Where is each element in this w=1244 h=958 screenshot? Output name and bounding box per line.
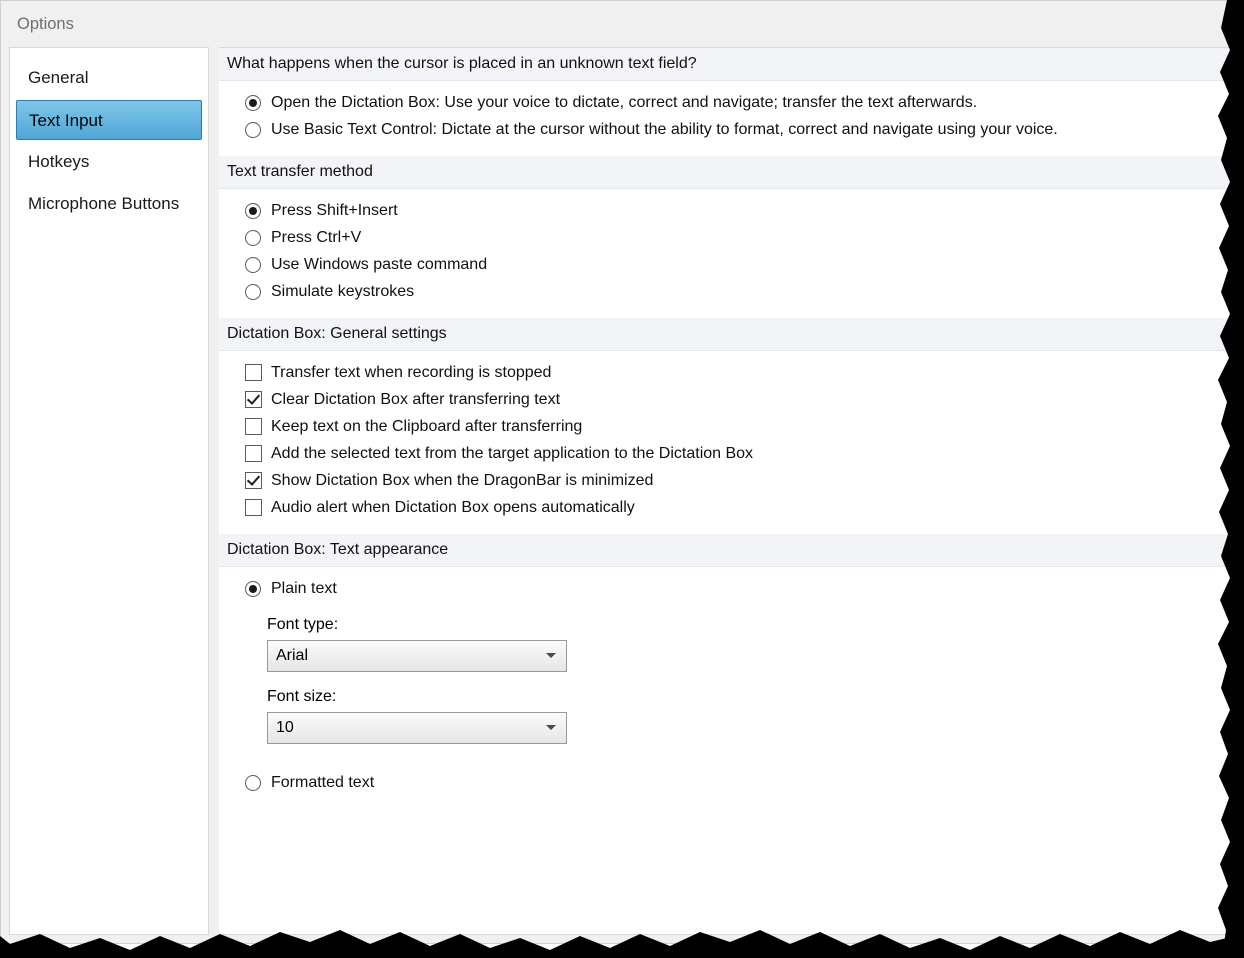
group-general-settings bbox=[219, 351, 1230, 534]
checkbox-icon[interactable] bbox=[245, 418, 262, 435]
window-titlebar bbox=[1, 1, 1231, 47]
radio-icon[interactable] bbox=[245, 284, 261, 300]
option-label: Use Basic Text Control: Dictate at the cursor without the ability to format, correct and navigate using your voice. bbox=[271, 121, 1058, 138]
option-label: Press Shift+Insert bbox=[271, 202, 398, 219]
chevron-down-icon[interactable] bbox=[546, 725, 556, 730]
checkbox-add-selected-text[interactable] bbox=[245, 443, 1230, 465]
option-label: Add the selected text from the target application to the Dictation Box bbox=[271, 445, 754, 462]
checkbox-show-dictation-box-when-minimized[interactable] bbox=[245, 470, 1230, 492]
torn-edge-right bbox=[1214, 0, 1244, 958]
section-header-transfer-method: Text transfer method bbox=[219, 156, 1230, 189]
checkbox-transfer-text-when-recording-stopped[interactable] bbox=[245, 362, 1230, 384]
checkbox-keep-text-on-clipboard[interactable] bbox=[245, 416, 1230, 438]
window-title: Options bbox=[17, 14, 74, 33]
checkbox-audio-alert[interactable] bbox=[245, 497, 1230, 519]
window-body bbox=[1, 47, 1231, 935]
group-text-appearance bbox=[219, 567, 1230, 809]
radio-icon[interactable] bbox=[245, 230, 261, 246]
sidebar-item-microphone-buttons[interactable]: Microphone Buttons bbox=[28, 194, 180, 213]
radio-open-dictation-box[interactable] bbox=[245, 92, 1230, 114]
sidebar bbox=[9, 47, 209, 935]
radio-formatted-text[interactable] bbox=[245, 772, 1230, 794]
font-size-label: Font size: bbox=[267, 688, 337, 705]
sidebar-item-text-input[interactable]: Text Input bbox=[16, 100, 202, 140]
section-header-text-appearance: Dictation Box: Text appearance bbox=[219, 534, 1230, 567]
chevron-down-icon[interactable] bbox=[546, 653, 556, 658]
option-label: Audio alert when Dictation Box opens automatically bbox=[271, 499, 635, 516]
option-label: Transfer text when recording is stopped bbox=[271, 364, 552, 381]
settings-panel bbox=[219, 47, 1231, 935]
font-type-label: Font type: bbox=[267, 616, 339, 633]
option-label: Press Ctrl+V bbox=[271, 229, 362, 246]
checkbox-clear-dictation-box-after-transfer[interactable] bbox=[245, 389, 1230, 411]
option-label: Use Windows paste command bbox=[271, 256, 488, 273]
radio-plain-text[interactable] bbox=[245, 578, 1230, 600]
radio-icon[interactable] bbox=[245, 257, 261, 273]
radio-icon[interactable] bbox=[245, 203, 261, 219]
radio-icon[interactable] bbox=[245, 581, 261, 597]
option-label: Simulate keystrokes bbox=[271, 283, 415, 300]
checkbox-icon[interactable] bbox=[245, 364, 262, 381]
radio-icon[interactable] bbox=[245, 775, 261, 791]
option-label: Formatted text bbox=[271, 774, 375, 791]
radio-icon[interactable] bbox=[245, 122, 261, 138]
sidebar-item-hotkeys[interactable]: Hotkeys bbox=[28, 152, 90, 171]
torn-edge-bottom bbox=[0, 924, 1244, 958]
sidebar-item-general[interactable]: General bbox=[28, 68, 89, 87]
option-label: Plain text bbox=[271, 580, 337, 597]
radio-use-windows-paste-command[interactable] bbox=[245, 254, 1230, 276]
section-header-general-settings: Dictation Box: General settings bbox=[219, 318, 1230, 351]
option-label: Open the Dictation Box: Use your voice to dictate, correct and navigate; transfer the text afterwards. bbox=[271, 94, 978, 111]
radio-press-shift-insert[interactable] bbox=[245, 200, 1230, 222]
group-transfer-method bbox=[219, 189, 1230, 318]
radio-simulate-keystrokes[interactable] bbox=[245, 281, 1230, 303]
checkbox-icon[interactable] bbox=[245, 445, 262, 462]
font-type-value: Arial bbox=[276, 647, 309, 664]
font-size-value: 10 bbox=[276, 719, 294, 736]
font-type-select[interactable] bbox=[267, 640, 567, 672]
option-label: Clear Dictation Box after transferring text bbox=[271, 391, 561, 408]
checkbox-icon[interactable] bbox=[245, 499, 262, 516]
radio-use-basic-text-control[interactable] bbox=[245, 119, 1230, 141]
font-size-select[interactable] bbox=[267, 712, 567, 744]
radio-icon[interactable] bbox=[245, 95, 261, 111]
option-label: Show Dictation Box when the DragonBar is minimized bbox=[271, 472, 654, 489]
group-unknown-field bbox=[219, 81, 1230, 156]
checkbox-icon[interactable] bbox=[245, 472, 262, 489]
section-header-unknown-field: What happens when the cursor is placed in an unknown text field? bbox=[219, 48, 1230, 81]
checkbox-icon[interactable] bbox=[245, 391, 262, 408]
option-label: Keep text on the Clipboard after transferring bbox=[271, 418, 583, 435]
radio-press-ctrl-v[interactable] bbox=[245, 227, 1230, 249]
